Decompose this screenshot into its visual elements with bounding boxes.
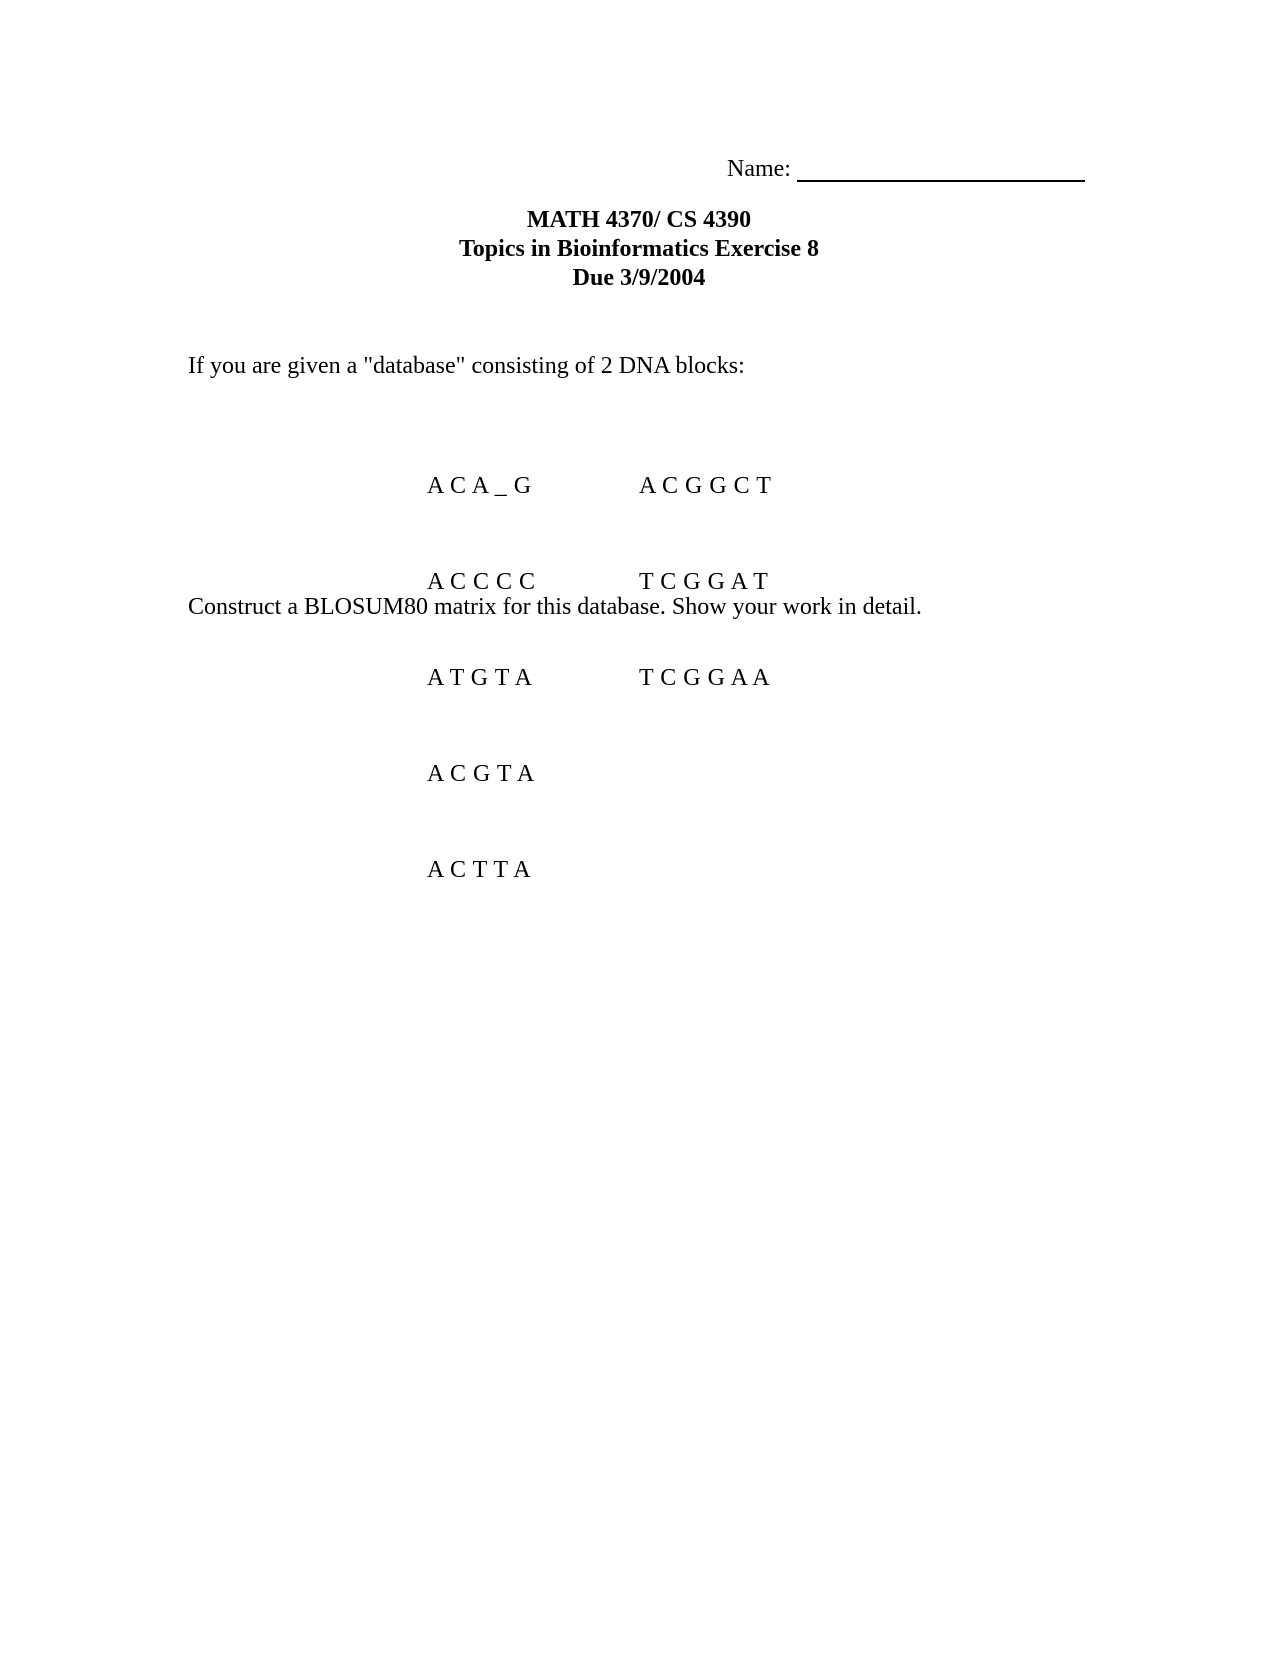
document-header <box>0 206 1278 293</box>
exercise-title: Topics in Bioinformatics Exercise 8 <box>459 236 819 262</box>
dna-block-1-row: A T G T A <box>427 665 533 691</box>
intro-paragraph: If you are given a "database" consisting of 2 DNA blocks: <box>188 353 745 379</box>
dna-block-2-row: T C G G A T <box>639 569 769 595</box>
task-paragraph: Construct a BLOSUM80 matrix for this database. Show your work in detail. <box>188 594 922 620</box>
dna-block-1-row: A C A _ G <box>427 473 532 499</box>
name-label: Name: <box>727 156 791 182</box>
dna-block-2 <box>639 406 771 758</box>
name-field <box>727 150 1085 184</box>
name-blank-line <box>797 156 1085 182</box>
dna-block-2-row: T C G G A A <box>639 665 771 691</box>
dna-block-1-row: A C C C C <box>427 569 536 595</box>
due-date: Due 3/9/2004 <box>572 265 706 291</box>
course-code: MATH 4370/ CS 4390 <box>526 207 752 233</box>
dna-block-1 <box>427 406 536 950</box>
dna-block-2-row: A C G G C T <box>639 473 772 499</box>
dna-block-1-row: A C G T A <box>427 761 535 787</box>
dna-block-1-row: A C T T A <box>427 857 532 883</box>
